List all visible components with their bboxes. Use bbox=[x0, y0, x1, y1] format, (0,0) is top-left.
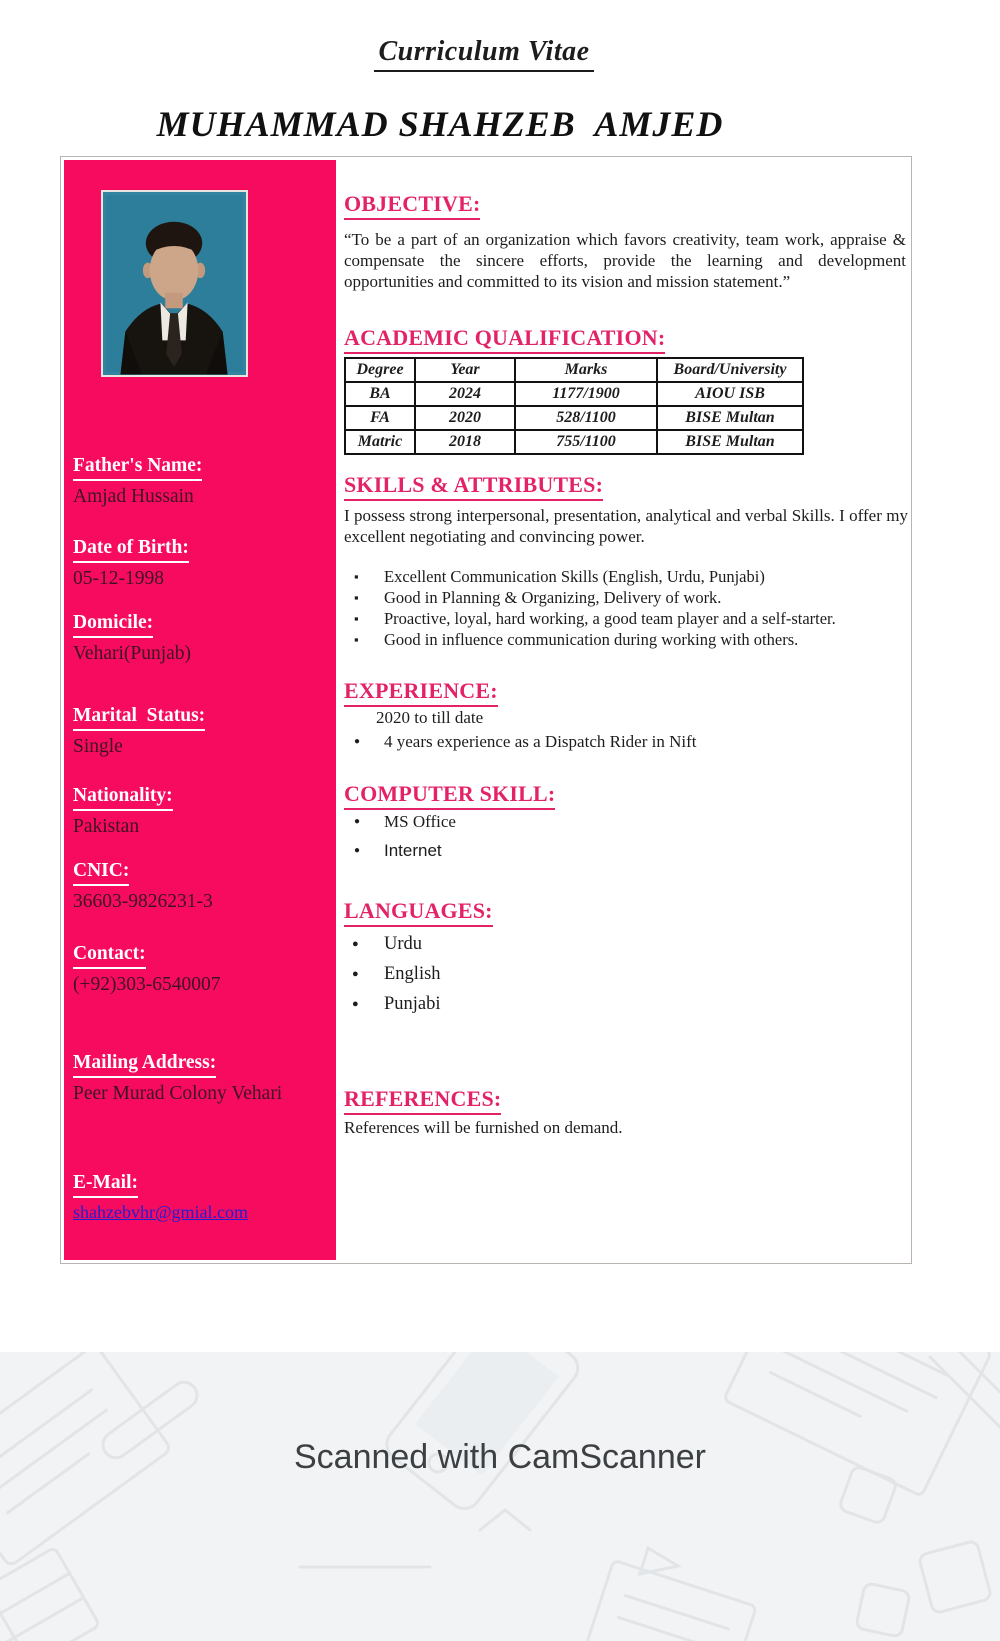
camscanner-footer bbox=[0, 1352, 1000, 1641]
table-cell: Matric bbox=[345, 430, 415, 454]
email-link[interactable]: shahzebvhr@gmial.com bbox=[73, 1202, 249, 1222]
field-marital-status bbox=[73, 704, 328, 759]
skills-intro: I possess strong interpersonal, presentation, analytical and verbal Skills. I offer my excellent negotiating and convincing power. bbox=[344, 506, 908, 546]
list-item: ▪ Proactive, loyal, hard working, a good team player and a self-starter. bbox=[344, 608, 910, 629]
field-label: Father's Name: bbox=[73, 454, 202, 481]
table-row bbox=[345, 382, 803, 406]
doc-title-row bbox=[0, 36, 968, 72]
field-value: Pakistan bbox=[73, 816, 140, 837]
camscanner-watermark-text: Scanned with CamScanner bbox=[293, 1438, 706, 1476]
section-objective-heading bbox=[344, 191, 910, 220]
list-item: ▪ Good in influence communication during working with others. bbox=[344, 629, 910, 650]
table-cell: FA bbox=[345, 406, 415, 430]
section-academic-heading bbox=[344, 325, 910, 354]
list-item: ▪ Excellent Communication Skills (English, Urdu, Punjabi) bbox=[344, 566, 910, 587]
table-header-cell: Degree bbox=[345, 358, 415, 382]
doc-title: Curriculum Vitae bbox=[374, 36, 593, 72]
table-cell: 2024 bbox=[415, 382, 515, 406]
field-value: (+92)303-6540007 bbox=[73, 974, 221, 995]
computer-skill-list bbox=[344, 810, 910, 862]
field-value: Amjad Hussain bbox=[73, 486, 194, 507]
footer-doodle-graphics bbox=[0, 1352, 1000, 1641]
table-header-row bbox=[345, 358, 803, 382]
experience-heading: EXPERIENCE: bbox=[344, 678, 498, 707]
candidate-name: MUHAMMAD SHAHZEB AMJED bbox=[156, 104, 724, 144]
field-mailing-address bbox=[73, 1051, 328, 1106]
table-row bbox=[345, 430, 803, 454]
table-header-cell: Year bbox=[415, 358, 515, 382]
field-nationality bbox=[73, 784, 328, 839]
experience-bullet-list bbox=[344, 730, 910, 753]
table-cell: 2018 bbox=[415, 430, 515, 454]
section-computer-heading bbox=[344, 781, 910, 810]
list-item: ● English bbox=[344, 959, 910, 989]
field-value: 05-12-1998 bbox=[73, 568, 164, 589]
references-heading: REFERENCES: bbox=[344, 1086, 501, 1115]
field-value: Peer Murad Colony Vehari bbox=[73, 1083, 283, 1104]
field-label: Contact: bbox=[73, 942, 146, 969]
field-label: Marital Status: bbox=[73, 704, 205, 731]
portrait-photo bbox=[101, 190, 248, 377]
portrait-photo-graphic bbox=[103, 192, 246, 375]
table-header-cell: Board/University bbox=[657, 358, 803, 382]
academic-heading: ACADEMIC QUALIFICATION: bbox=[344, 325, 665, 354]
field-date-of-birth bbox=[73, 536, 328, 591]
field-fathers-name bbox=[73, 454, 328, 509]
table-header-cell: Marks bbox=[515, 358, 657, 382]
languages-list bbox=[344, 929, 910, 1019]
objective-heading: OBJECTIVE: bbox=[344, 191, 480, 220]
cv-document bbox=[60, 156, 912, 1264]
table-cell: AIOU ISB bbox=[657, 382, 803, 406]
section-skills-heading bbox=[344, 472, 910, 501]
section-experience-heading bbox=[344, 678, 910, 707]
computer-skill-heading: COMPUTER SKILL: bbox=[344, 781, 555, 810]
skills-bullet-list bbox=[344, 566, 910, 650]
table-cell: 1177/1900 bbox=[515, 382, 657, 406]
academic-table-wrap bbox=[344, 357, 910, 455]
table-cell: 528/1100 bbox=[515, 406, 657, 430]
table-cell: 2020 bbox=[415, 406, 515, 430]
section-references-heading bbox=[344, 1086, 910, 1115]
field-email bbox=[73, 1171, 328, 1223]
field-label: Domicile: bbox=[73, 611, 153, 638]
references-text: References will be furnished on demand. bbox=[344, 1118, 623, 1137]
objective-text: “To be a part of an organization which favors creativity, team work, appraise & compensate the sincere efforts, provide the learning and development opportunities and committed to its vision and mission statement.” bbox=[344, 230, 906, 291]
table-cell: BISE Multan bbox=[657, 406, 803, 430]
list-item: ● 4 years experience as a Dispatch Rider in Nift bbox=[344, 730, 910, 753]
list-item: ● Internet bbox=[344, 839, 910, 862]
section-languages-heading bbox=[344, 898, 910, 927]
skills-heading: SKILLS & ATTRIBUTES: bbox=[344, 472, 603, 501]
list-item: ▪ Good in Planning & Organizing, Delivery of work. bbox=[344, 587, 910, 608]
list-item: ● Urdu bbox=[344, 929, 910, 959]
field-value: 36603-9826231-3 bbox=[73, 891, 213, 912]
experience-period: 2020 to till date bbox=[376, 708, 484, 727]
languages-heading: LANGUAGES: bbox=[344, 898, 493, 927]
table-cell: BA bbox=[345, 382, 415, 406]
main-content bbox=[344, 157, 910, 1261]
table-row bbox=[345, 406, 803, 430]
field-label: Mailing Address: bbox=[73, 1051, 216, 1078]
field-value: Vehari(Punjab) bbox=[73, 643, 192, 664]
field-domicile bbox=[73, 611, 328, 666]
table-cell: BISE Multan bbox=[657, 430, 803, 454]
field-label: E-Mail: bbox=[73, 1171, 138, 1198]
list-item: ● MS Office bbox=[344, 810, 910, 833]
sidebar bbox=[64, 160, 336, 1260]
field-cnic bbox=[73, 859, 328, 914]
field-label: CNIC: bbox=[73, 859, 129, 886]
table-cell: 755/1100 bbox=[515, 430, 657, 454]
list-item: ● Punjabi bbox=[344, 989, 910, 1019]
field-label: Nationality: bbox=[73, 784, 173, 811]
field-value: Single bbox=[73, 736, 123, 757]
academic-table bbox=[344, 357, 804, 455]
field-contact bbox=[73, 942, 328, 997]
field-label: Date of Birth: bbox=[73, 536, 189, 563]
